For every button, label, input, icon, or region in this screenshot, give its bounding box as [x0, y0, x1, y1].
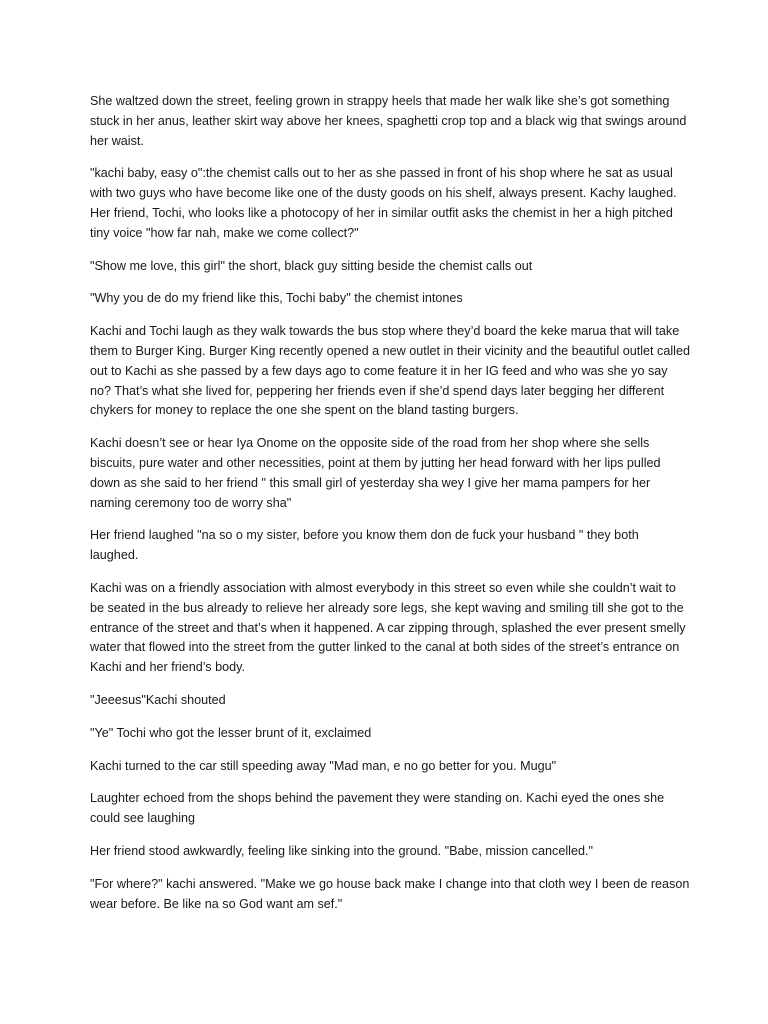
paragraph: Kachi and Tochi laugh as they walk towards the bus stop where they’d board the keke marua that will take them to Burger King. Burger King recently opened a new outlet in their vicinity and the beautiful outlet called out to Kachi as she passed by a few days ago to come feature it in her IG feed and who was she yo say no? That’s what she lived for, peppering her friends even if she’d spend days later begging her different chykers for money to replace the one she spent on the bland tasting burgers. — [90, 324, 690, 418]
paragraph: "For where?" kachi answered. "Make we go house back make I change into that cloth wey I been de reason wear before. Be like na so God want am sef." — [90, 876, 690, 911]
paragraph: "Jeeesus"Kachi shouted — [90, 692, 226, 707]
paragraph: Kachi was on a friendly association with almost everybody in this street so even while she couldn’t wait to be seated in the bus already to relieve her already sore legs, she kept waving and smiling till she got to the entrance of the street and that’s when it happened. A car zipping through, splashed the ever present smelly water that flowed into the street from the gutter linked to the canal at both sides of the street’s entrance on Kachi and her friend’s body. — [90, 580, 686, 675]
paragraph: "Show me love, this girl" the short, black guy sitting beside the chemist calls out — [90, 258, 533, 273]
paragraph: Her friend stood awkwardly, feeling like sinking into the ground. "Babe, mission cancelled." — [90, 843, 593, 858]
paragraph: Kachi turned to the car still speeding away "Mad man, e no go better for you. Mugu" — [90, 758, 557, 773]
paragraph: She waltzed down the street, feeling grown in strappy heels that made her walk like she’s got something stuck in her anus, leather skirt way above her knees, spaghetti crop top and a black wig that swings around her waist. — [90, 94, 687, 148]
paragraph: "Ye" Tochi who got the lesser brunt of it, exclaimed — [90, 725, 372, 740]
paragraph: Her friend laughed "na so o my sister, before you know them don de fuck your husband " they both laughed. — [90, 528, 639, 563]
paragraph: Kachi doesn’t see or hear Iya Onome on the opposite side of the road from her shop where she sells biscuits, pure water and other necessities, point at them by jutting her head forward with her lips pulled down as she said to her friend " this small girl of yesterday sha wey I give her mama pampers for her naming ceremony too de worry sha" — [90, 436, 661, 510]
document-page — [90, 92, 690, 927]
paragraph: "Why you de do my friend like this, Tochi baby" the chemist intones — [90, 291, 463, 306]
paragraph: Laughter echoed from the shops behind the pavement they were standing on. Kachi eyed the ones she could see laughing — [90, 791, 665, 826]
paragraph: "kachi baby, easy o":the chemist calls out to her as she passed in front of his shop where he sat as usual with two guys who have become like one of the dusty goods on his shelf, always present. Kachy laughed. Her friend, Tochi, who looks like a photocopy of her in similar outfit asks the chemist in her a high pitched tiny voice "how far nah, make we come collect?" — [90, 166, 677, 240]
